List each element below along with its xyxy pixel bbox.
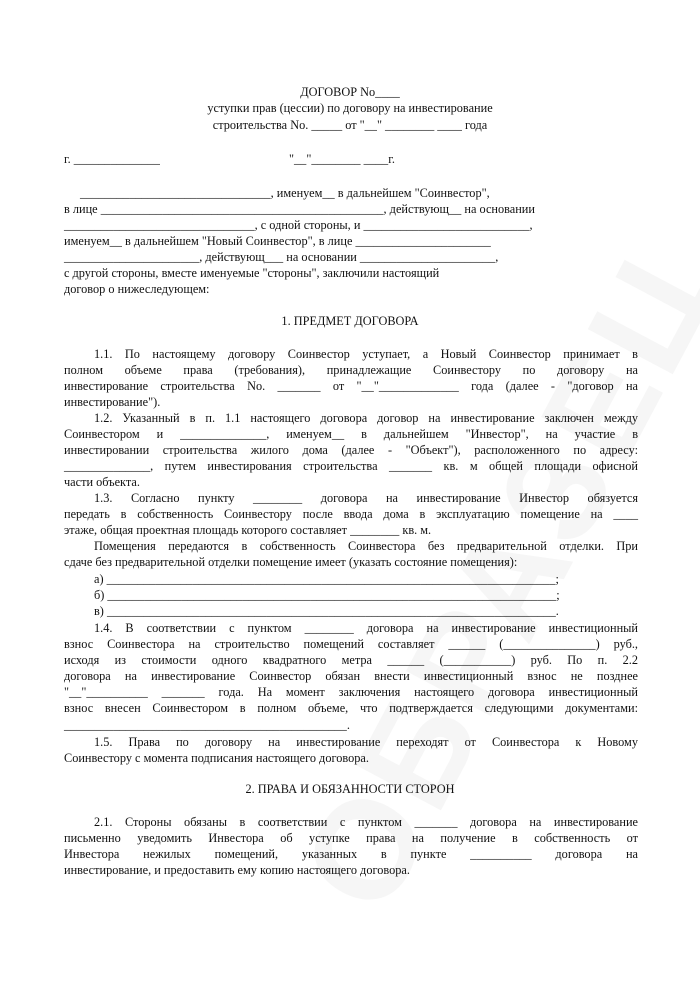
section1-line: 1.5. Права по договору на инвестирование переходят от Соинвестора к Новому — [94, 735, 638, 749]
section1-line: Соинвестором и ______________, именуем__ в дальнейшем "Инвестор", на участие в — [64, 427, 638, 441]
section1-line: ______________, путем инвестирования строительства _______ кв. м общей площади офисной — [64, 459, 638, 473]
section2-line: 2.1. Стороны обязаны в соответствии с пунктом _______ договора на инвестирование — [94, 815, 638, 829]
document-subtitle-line1: уступки прав (цессии) по договору на инвестирование — [207, 101, 493, 115]
preamble-line: _______________________________, с одной стороны, и ___________________________, — [64, 218, 533, 232]
section1-line: 1.2. Указанный в п. 1.1 настоящего договора договор на инвестирование заключен между — [94, 411, 638, 425]
section1-line: Соинвестору с момента подписания настоящего договора. — [64, 751, 369, 765]
section1-item-a: а) _________________________________________________________________________; — [94, 572, 559, 586]
section1-line: 1.4. В соответствии с пунктом ________ договора на инвестирование инвестиционный — [94, 621, 638, 635]
section1-line: договора на инвестирование Соинвестор обязан внести инвестиционный взнос не позднее — [64, 669, 638, 683]
section2-line: инвестирование, и предоставить ему копию настоящего договора. — [64, 863, 410, 877]
document-title: ДОГОВОР No____ — [300, 85, 400, 99]
section1-line: этаже, общая проектная площадь которого составляет ________ кв. м. — [64, 523, 432, 537]
section1-line: передать в собственность Соинвестору после ввода дома в эксплуатацию помещение на ____ — [64, 507, 638, 521]
preamble-line: _______________________________, именуем__ в дальнейшем "Соинвестор", — [80, 186, 490, 200]
section1-line: части объекта. — [64, 475, 140, 489]
preamble-line: именуем__ в дальнейшем "Новый Соинвестор", в лице ______________________ — [64, 234, 491, 248]
section1-line: инвестировании строительства жилого дома (далее - "Объект"), расположенного по адресу: — [64, 443, 638, 457]
section2-heading: 2. ПРАВА И ОБЯЗАННОСТИ СТОРОН — [245, 782, 455, 796]
section1-line: ______________________________________________. — [64, 718, 350, 732]
section1-line: взнос Соинвестора на строительство помещений составляет ______ (_______________) руб., — [64, 637, 638, 651]
section1-line: инвестирование"). — [64, 395, 161, 409]
preamble-line: в лице ______________________________________________, действующ__ на основании — [64, 202, 535, 216]
section2-line: письменно уведомить Инвестора об уступке права на получение в собственность от — [64, 831, 638, 845]
preamble-line: ______________________, действующ___ на основании ______________________, — [64, 250, 499, 264]
section1-line: 1.1. По настоящему договору Соинвестор уступает, а Новый Соинвестор принимает в — [94, 347, 638, 361]
city-field: г. ______________ — [64, 152, 160, 166]
section1-line: взнос внесен Соинвестором в полном объеме, что подтверждается следующими документами: — [64, 701, 638, 715]
preamble-line: договор о нижеследующем: — [64, 282, 210, 296]
section1-item-c: в) _________________________________________________________________________. — [94, 604, 559, 618]
document-subtitle-line2: строительства No. _____ от "__" ________ ____ года — [212, 118, 488, 132]
section1-line: сдаче без предварительной отделки помещение имеет (указать состояние помещения): — [64, 555, 518, 569]
section2-line: Инвестора нежилых помещений, указанных в пункте __________ договора на — [64, 847, 638, 861]
section1-line: инвестирование строительства No. _______ от "__"_____________ года (далее - "договор на — [64, 379, 638, 393]
preamble-line: с другой стороны, вместе именуемые "стороны", заключили настоящий — [64, 266, 440, 280]
section1-heading: 1. ПРЕДМЕТ ДОГОВОРА — [281, 314, 419, 328]
section1-line: полном объеме права (требования), принадлежащие Соинвестору по договору на — [64, 363, 638, 377]
section1-line: исходя из стоимости одного квадратного метра ______ (___________) руб. По п. 2.2 — [64, 653, 638, 667]
section1-item-b: б) _________________________________________________________________________; — [94, 588, 560, 602]
section1-line: "__"__________ _______ года. На момент заключения настоящего договора инвестиционный — [64, 685, 638, 699]
section1-line: Помещения передаются в собственность Соинвестора без предварительной отделки. При — [94, 539, 638, 553]
section1-line: 1.3. Согласно пункту ________ договора на инвестирование Инвестор обязуется — [94, 491, 638, 505]
date-field: "__"________ ____г. — [289, 152, 395, 166]
